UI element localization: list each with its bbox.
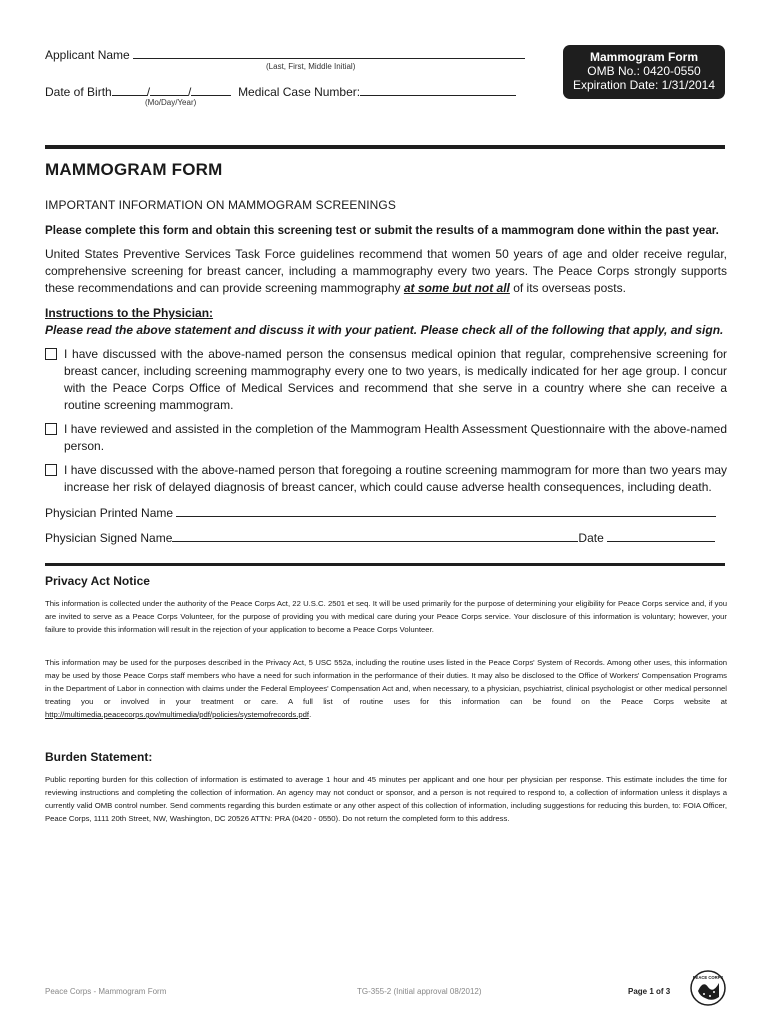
peace-corps-logo <box>690 970 726 1006</box>
check-item-concur <box>45 346 727 414</box>
header-divider <box>45 145 725 149</box>
privacy-paragraph-1: This information is collected under the authority of the Peace Corps Act, 22 U.S.C. 2501 et seq. It will be used primarily for the purpose of determining your eligibility for Peace Corps service and, if you are invited to serve as a Peace Corps Volunteer, for the purpose of providing you with medical care during your Peace Corps service. Your disclosure of this information is voluntary; however, your failure to provide this information will result in the rejection of your application to become a Peace Corps Volunteer. <box>45 599 727 634</box>
medical-case-input[interactable] <box>360 83 516 96</box>
logo-star <box>703 993 705 995</box>
burden-heading: Burden Statement: <box>45 750 153 764</box>
dob-year-input[interactable] <box>191 83 231 96</box>
date-input[interactable] <box>607 529 715 542</box>
important-heading: IMPORTANT INFORMATION ON MAMMOGRAM SCREENINGS <box>45 198 396 212</box>
questionnaire-checkbox[interactable] <box>45 423 57 435</box>
concur-checkbox[interactable] <box>45 348 57 360</box>
privacy-paragraph-2-text: This information may be used for the purposes described in the Privacy Act, 5 USC 552a, including the routine uses listed in the Peace Corps' System of Records. Among other uses, this information may be used by those Peace Corps staff members who have a need for such information in the performance of their duties. It may also be disclosed to the Office of Workers' Compensation Programs in the Department of Labor in connection with claims under the Federal Employees' Compensation Act and, when necessary, to a physician, psychiatrist, clinical psychologist or other medical personnel treating you or involved in your treatment or care. A full list of routine uses for this information can be found on the Peace Corps website at <box>45 658 727 706</box>
instructions-heading: Instructions to the Physician: <box>45 306 214 320</box>
burden-text: Public reporting burden for this collection of information is estimated to average 1 hour and 45 minutes per applicant and one hour per physician per response. This estimate includes the time for reviewing instructions and completing the collection of information. An agency may not conduct or sponsor, and a person is not required to respond to, a collection of information unless it displays a currently valid OMB control number. Send comments regarding this burden estimate or any other aspect of this collection of information, including suggestions for reducing this burden, to: FOIA Officer, Peace Corps, 1111 20th Street, NW, Washington, DC 20526 ATTN: PRA (0420 - 0550). Do not return the completed form to this address. <box>45 775 727 823</box>
risk-checkbox[interactable] <box>45 464 57 476</box>
date-label: Date <box>578 531 604 545</box>
physician-signed-row <box>45 529 715 545</box>
system-of-records-link[interactable]: http://multimedia.peacecorps.gov/multimedia/pdf/policies/systemofrecords.pdf <box>45 710 310 719</box>
omb-expiration: Expiration Date: 1/31/2014 <box>572 78 716 92</box>
dob-label: Date of Birth <box>45 85 112 99</box>
physician-signature-input[interactable] <box>172 529 578 542</box>
omb-number: OMB No.: 0420-0550 <box>587 64 701 78</box>
lead-statement: Please complete this form and obtain this screening test or submit the results of a mammogram done within the past year. <box>45 224 719 237</box>
physician-signed-label: Physician Signed Name <box>45 531 173 545</box>
omb-form-title: Mammogram Form <box>589 50 699 64</box>
physician-printed-label: Physician Printed Name <box>45 506 174 520</box>
instructions-text: Please read the above statement and discuss it with your patient. Please check all of the following that apply, and sign. <box>45 323 724 337</box>
privacy-paragraph-2-end: . <box>309 710 312 719</box>
page-title: MAMMOGRAM FORM <box>45 160 223 179</box>
check-item-text: I have reviewed and assisted in the completion of the Mammogram Health Assessment Questionnaire with the above-named person. <box>64 422 727 453</box>
uspstf-text-end: of its overseas posts. <box>509 281 626 295</box>
applicant-name-input[interactable] <box>133 46 525 59</box>
footer-form-id: TG-355-2 (Initial approval 08/2012) <box>357 987 482 996</box>
uspstf-emphasis: at some but not all <box>403 281 510 295</box>
uspstf-text: United States Preventive Services Task Force guidelines recommend that women 50 years of age and older receive regular, comprehensive screening for breast cancer, including a mammography every two years. The Peace Corps strongly supports these recommendations and can provide screening mammography <box>45 247 727 295</box>
footer-form-name: Peace Corps - Mammogram Form <box>45 987 167 996</box>
dob-day-input[interactable] <box>150 83 188 96</box>
applicant-name-row <box>45 46 525 62</box>
privacy-paragraph-2 <box>45 656 727 721</box>
privacy-heading: Privacy Act Notice <box>45 574 150 588</box>
logo-star <box>709 995 711 997</box>
applicant-name-label: Applicant Name <box>45 48 130 62</box>
applicant-name-hint: (Last, First, Middle Initial) <box>266 62 356 71</box>
check-item-questionnaire <box>45 421 727 455</box>
physician-printed-input[interactable] <box>176 504 716 517</box>
uspstf-paragraph <box>45 246 727 297</box>
omb-info-box <box>563 45 725 99</box>
dob-hint: (Mo/Day/Year) <box>145 98 197 107</box>
logo-star <box>713 991 715 993</box>
physician-printed-row <box>45 504 716 520</box>
dob-month-input[interactable] <box>112 83 147 96</box>
medical-case-label: Medical Case Number: <box>238 85 361 99</box>
check-item-text: I have discussed with the above-named person that foregoing a routine screening mammogram for more than two years may increase her risk of delayed diagnosis of breast cancer, which could cause adverse health consequences, including death. <box>64 463 727 494</box>
dob-row: Date of Birth / / Medical Case Number: <box>45 83 516 99</box>
check-item-risk <box>45 462 727 496</box>
page-number: Page 1 of 3 <box>628 987 671 996</box>
section-divider <box>45 563 725 566</box>
check-item-text: I have discussed with the above-named person the consensus medical opinion that regular, comprehensive screening for breast cancer, including screening mammography every one to two years, is medically indicated for her age group. I concur with the Peace Corps Office of Medical Services and recommend that she serve in a country where she can receive a routine screening mammogram. <box>64 347 727 412</box>
logo-text: PEACE CORPS <box>692 975 724 980</box>
